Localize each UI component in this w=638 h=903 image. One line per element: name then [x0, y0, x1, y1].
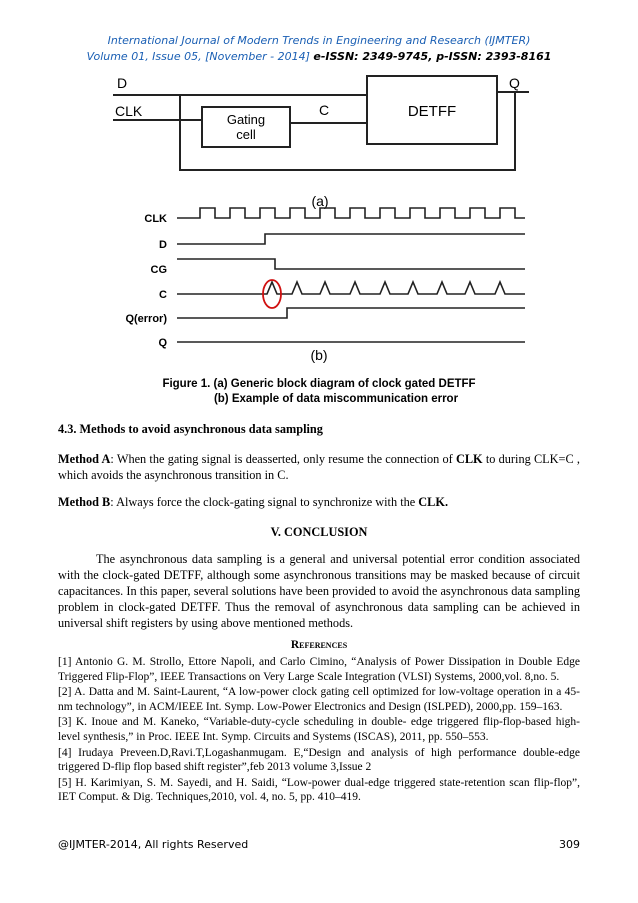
method-a-clk: CLK [455, 452, 483, 466]
section-heading-4-3: 4.3. Methods to avoid asynchronous data sampling [58, 422, 323, 436]
reference-item: [3] K. Inoue and M. Kaneko, “Variable-duty-cycle scheduling in double- edge triggered flip-flop-based high-level synthesis,” in Proc. IEEE Int. Symp. Circuits and Systems (ISCAS), 2011, pp. 550–553. [58, 716, 580, 743]
conclusion-heading: V. CONCLUSION [270, 525, 368, 539]
method-b-paragraph [58, 494, 580, 510]
reference-item: [2] A. Datta and M. Saint-Laurent, “A low-power clock gating cell optimized for low-voltage operation in a 45-nm technology”, in ACM/IEEE Int. Symp. Low-Power Electronics and Design (ISLPED), 2000,pp. 159–163. [58, 686, 580, 713]
label-clk: CLK [115, 103, 143, 119]
label-sub-a: (a) [311, 193, 329, 209]
journal-issn: e-ISSN: 2349-9745, p-ISSN: 2393-8161 [313, 50, 552, 63]
label-gating: Gating [226, 112, 266, 127]
timing-label: CG [150, 264, 167, 276]
timing-diagram [105, 200, 535, 370]
figure-caption-line1: Figure 1. (a) Generic block diagram of clock gated DETFF [162, 378, 476, 390]
timing-label: D [159, 239, 167, 251]
timing-label: CLK [144, 213, 167, 225]
wave-q-error [177, 308, 525, 318]
wave-cg [177, 259, 525, 269]
wave-clk [177, 208, 525, 218]
reference-item: [4] Irudaya Preveen.D,Ravi.T,Logashanmugam. E,“Design and analysis of high performance double-edge triggered D-flip flop based shift register”,feb 2013 volume 3,Issue 2 [58, 746, 580, 774]
method-a-paragraph [58, 451, 580, 483]
feedback-wire [180, 92, 515, 170]
label-q: Q [509, 75, 520, 91]
label-c: C [319, 102, 330, 118]
page-footer [58, 838, 580, 851]
timing-label: Q [158, 337, 167, 349]
journal-title: International Journal of Modern Trends in Engineering and Research (IJMTER) [107, 34, 531, 47]
wave-c [177, 282, 525, 294]
method-a-text-2: to during CLK=C , which avoids the asynchronous transition in C. [58, 452, 581, 482]
label-detff: DETFF [407, 103, 457, 120]
footer-page-number: 309 [559, 838, 580, 851]
label-d: D [117, 75, 128, 91]
method-b-label: Method B [58, 495, 111, 509]
method-a-label: Method A [58, 452, 111, 466]
journal-issue-line [0, 50, 638, 63]
references-heading: References [290, 639, 348, 651]
wave-d [177, 234, 525, 244]
timing-label: C [159, 289, 167, 301]
label-sub-b: (b) [310, 347, 328, 363]
method-b-clk: CLK. [418, 495, 449, 509]
references-list [58, 655, 580, 806]
reference-item: [1] Antonio G. M. Strollo, Ettore Napoli, and Carlo Cimino, “Analysis of Power Dissipation in Double Edge Triggered Flip-Flop”, IEEE Transactions on Very Large Scale Integration (VLSI) Systems, 2000,vol. 8,no. 5. [58, 656, 580, 683]
figure-caption-line2: (b) Example of data miscommunication error [213, 393, 459, 405]
timing-label: Q(error) [125, 313, 167, 325]
method-a-text-1: : When the gating signal is deasserted, only resume the connection of [110, 452, 456, 466]
block-diagram [105, 68, 535, 218]
label-cell: cell [236, 127, 256, 142]
footer-copyright: @IJMTER-2014, All rights Reserved [58, 838, 249, 851]
method-b-text: : Always force the clock-gating signal to synchronize with the [110, 495, 419, 509]
conclusion-paragraph: The asynchronous data sampling is a general and universal potential error condition associated with the clock-gated DETFF, although some asynchronous transitions may be masked because of circuit capacitances. In this paper, several solutions have been provided to avoid the asynchronous data sampling problem in clock-gated DETFF. Thus the removal of asynchronous data sampling can be achieved in universal shift registers by using above mentioned methods. [58, 552, 580, 630]
reference-item: [5] H. Karimiyan, S. M. Sayedi, and H. Saidi, “Low-power dual-edge triggered state-retention scan flip-flop”, IET Comput. & Dig. Techniques,2010, vol. 4, no. 5, pp. 410–419. [58, 776, 580, 804]
journal-volume: Volume 01, Issue 05, [November - 2014] [86, 50, 310, 63]
